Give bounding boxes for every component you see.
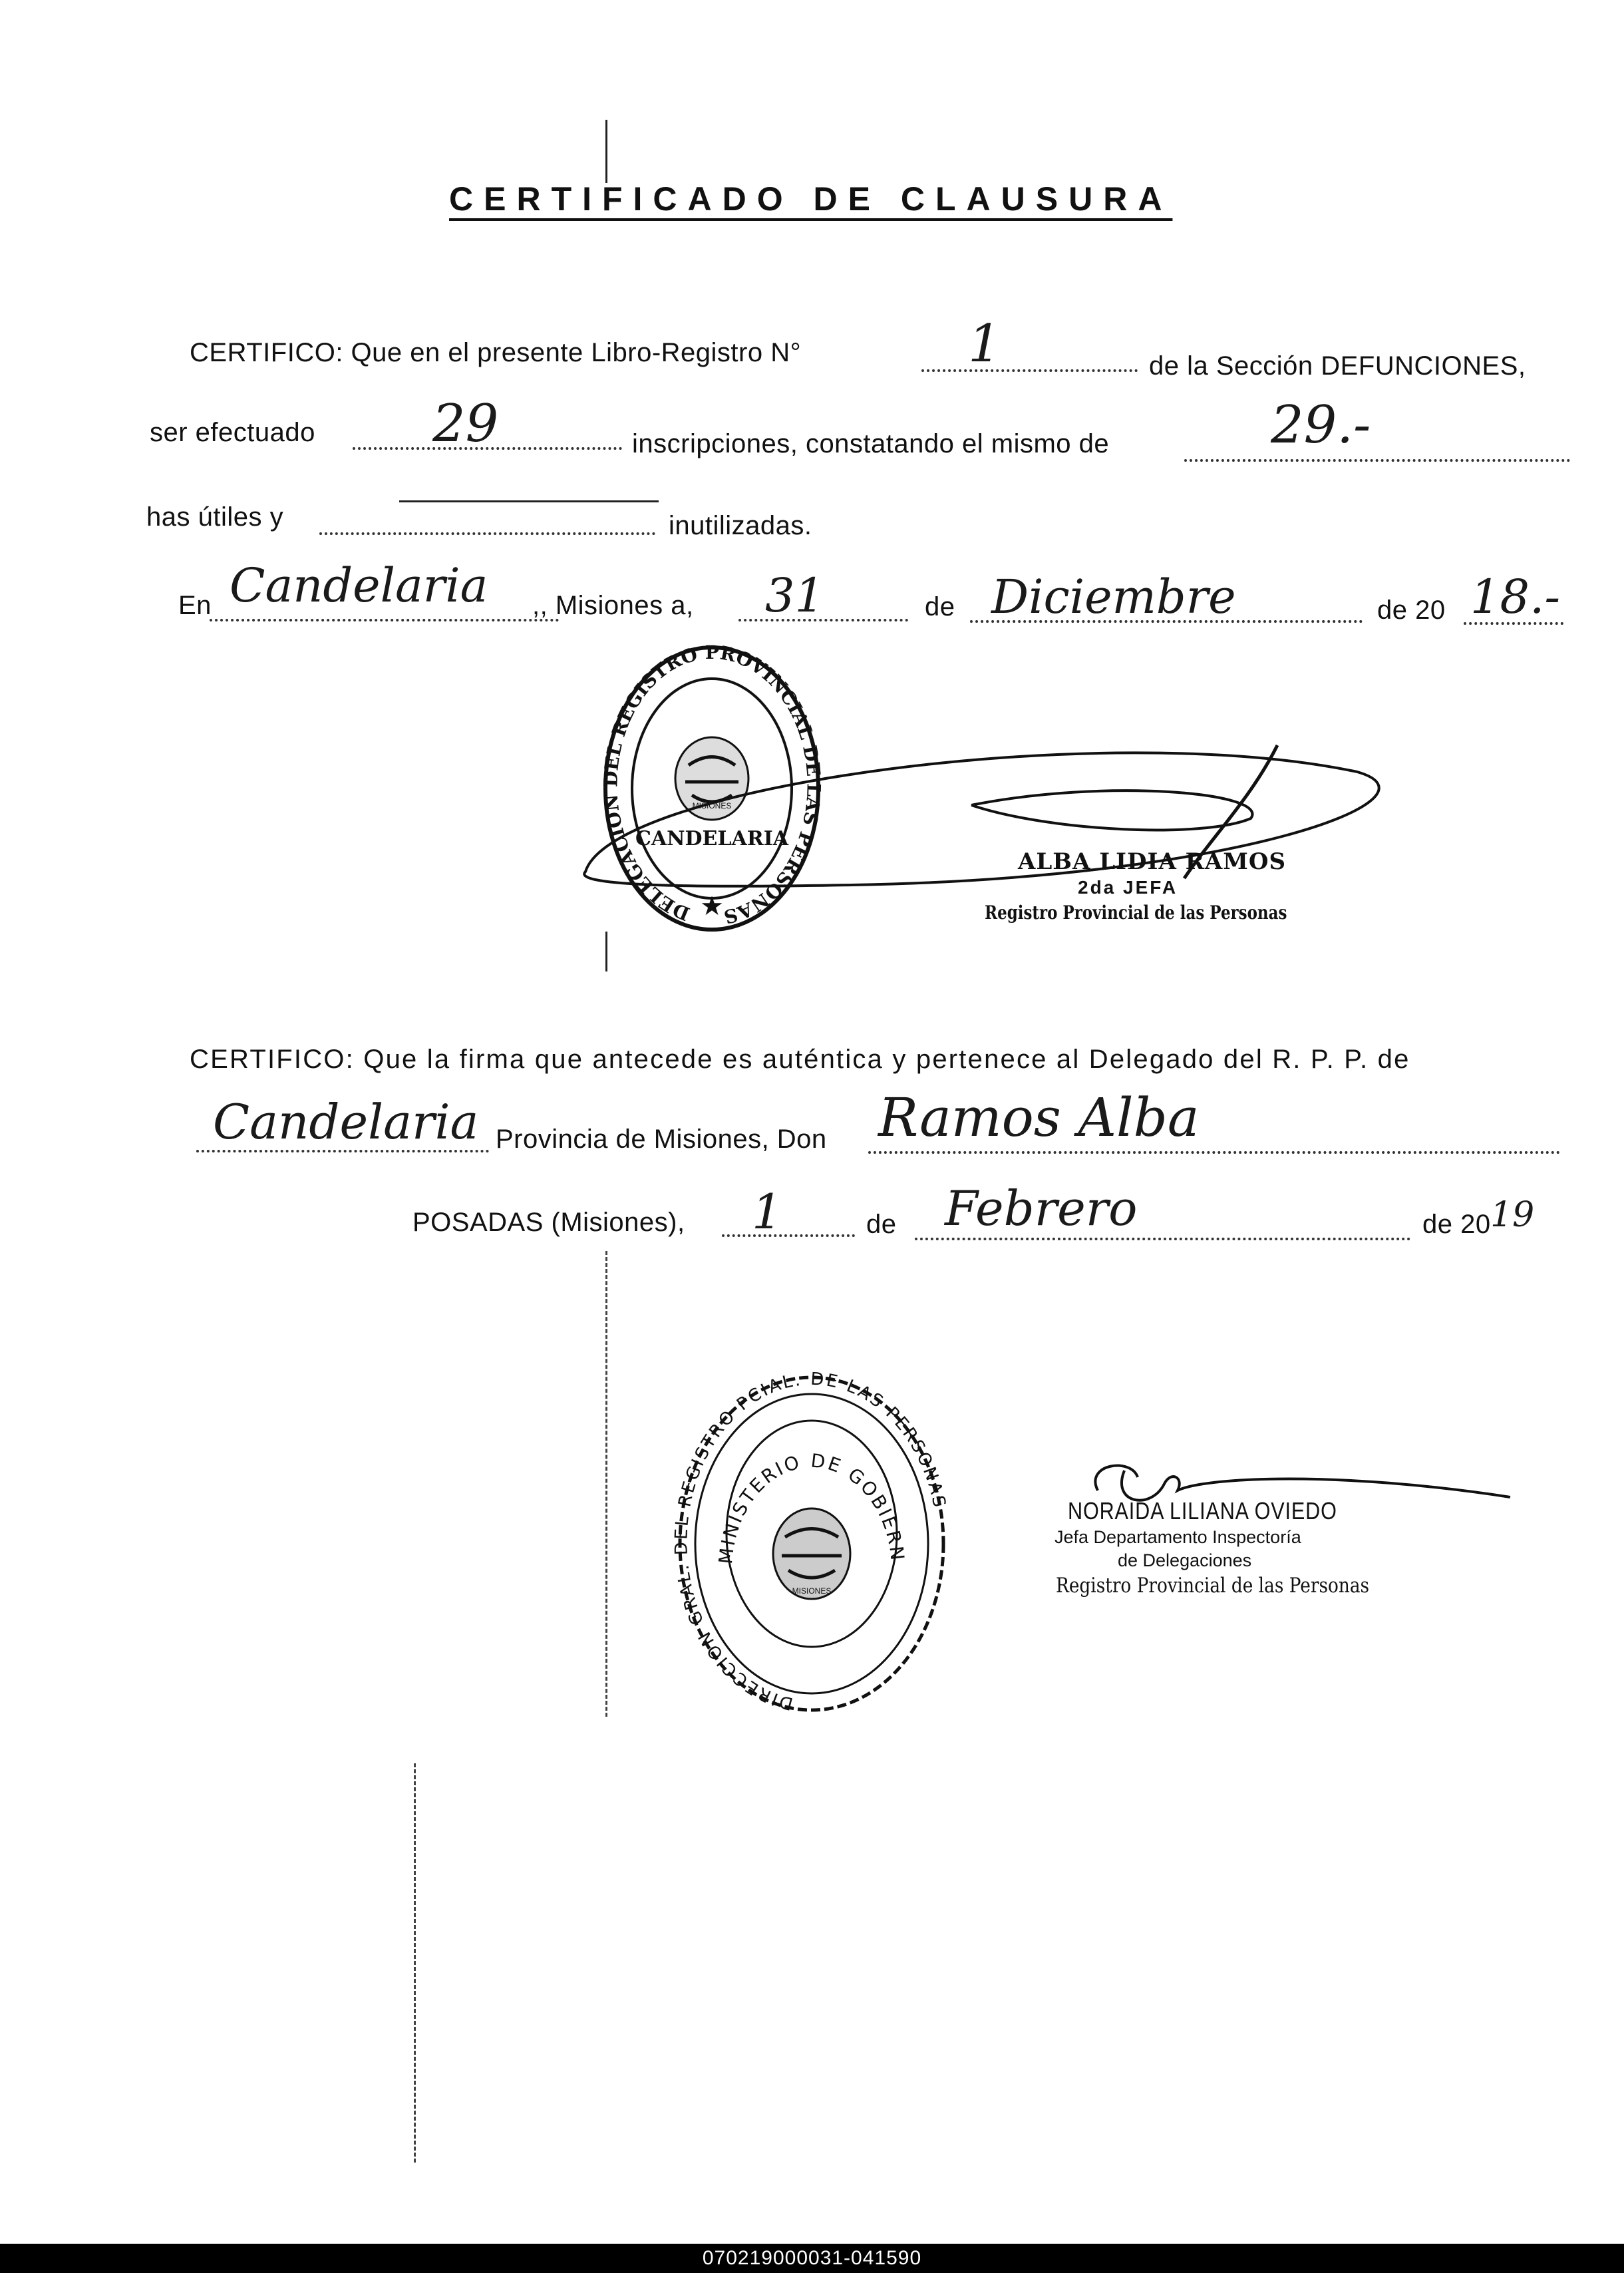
s2-day-handwritten: 1 (752, 1184, 782, 1240)
s1-line1-suffix: de la Sección DEFUNCIONES, (1149, 351, 1526, 381)
signature1-role: 2da JEFA (1078, 877, 1178, 898)
s2-place-handwritten: Candelaria (213, 1094, 479, 1150)
seal2-outer-text: DIRECCION GRAL. DEL REGISTRO PCIAL. DE LAS PERSONAS (671, 1369, 950, 1714)
s1-line1-prefix: CERTIFICO: Que en el presente Libro-Registro N° (190, 338, 802, 367)
seal1-ring-text: DELEGACION DEL REGISTRO PROVINCIAL DE LAS PERSONAS (599, 641, 825, 928)
seal-ministerio (663, 1353, 951, 1717)
year-handwritten: 18.- (1470, 570, 1560, 624)
day-handwritten: 31 (765, 568, 825, 623)
signature-1-scribble (572, 705, 1397, 918)
seal2-emblem-label: MISIONES (792, 1586, 832, 1596)
page-title: CERTIFICADO DE CLAUSURA (449, 180, 1173, 218)
signature1-org: Registro Provincial de las Personas (985, 902, 1287, 924)
signature1-name: ALBA LIDIA RAMOS (1018, 848, 1287, 875)
s1-line4-de20: de 20 (1377, 596, 1446, 625)
seal1-emblem-label: MISIONES (692, 801, 732, 810)
signature2-name: NORAIDA LILIANA OVIEDO (1068, 1497, 1337, 1524)
signature2-role2: de Delegaciones (1118, 1550, 1252, 1570)
s2-line3-de: de (866, 1210, 897, 1239)
dotted-field (196, 1150, 489, 1152)
place-handwritten: Candelaria (230, 558, 488, 613)
pages-handwritten: 29.- (1271, 395, 1371, 455)
dotted-field (210, 619, 559, 621)
book-number-handwritten: 1 (968, 314, 1001, 374)
s2-line3-de20: de 20 (1422, 1210, 1491, 1239)
s1-line4-de: de (925, 592, 955, 621)
s2-person-handwritten: Ramos Alba (878, 1087, 1200, 1148)
s1-line4-mid: ,, Misiones a, (532, 591, 694, 620)
fold-line (605, 120, 607, 183)
s1-line2-prefix: ser efectuado (150, 418, 315, 447)
signature2-org: Registro Provincial de las Personas (1056, 1574, 1370, 1598)
document-code-footer: 070219000031-041590 (0, 2244, 1624, 2273)
s1-line3-prefix: has útiles y (146, 502, 284, 532)
fold-line (605, 932, 607, 971)
seal1-inner-text: CANDELARIA (635, 827, 789, 850)
s2-month-handwritten: Febrero (945, 1180, 1138, 1236)
s1-line2-mid: inscripciones, constatando el mismo de (632, 429, 1110, 458)
dotted-field (921, 369, 1138, 372)
blank-line (399, 500, 659, 502)
s1-line3-suffix: inutilizadas. (669, 511, 812, 540)
s2-year-handwritten: 19 (1490, 1195, 1535, 1235)
inscriptions-handwritten: 29 (432, 394, 499, 454)
dotted-field (722, 1234, 855, 1237)
seal2-inner-text: MINISTERIO DE GOBIERNO (663, 1353, 909, 1566)
fold-line (414, 1763, 416, 2163)
fold-line (605, 1251, 607, 1717)
s1-line4-prefix: En (178, 591, 212, 620)
dotted-field (868, 1151, 1560, 1154)
signature2-role: Jefa Departamento Inspectoría (1055, 1527, 1301, 1547)
month-handwritten: Diciembre (991, 570, 1236, 624)
s2-line2-mid: Provincia de Misiones, Don (496, 1125, 827, 1154)
star-icon: ★ (700, 892, 724, 921)
dotted-field (1184, 459, 1570, 462)
dotted-field (319, 532, 655, 535)
s2-line1: CERTIFICO: Que la firma que antecede es auténtica y pertenece al Delegado del R. P. P. de (190, 1045, 1410, 1074)
s2-line3-prefix: POSADAS (Misiones), (412, 1208, 685, 1237)
dotted-field (915, 1238, 1410, 1240)
